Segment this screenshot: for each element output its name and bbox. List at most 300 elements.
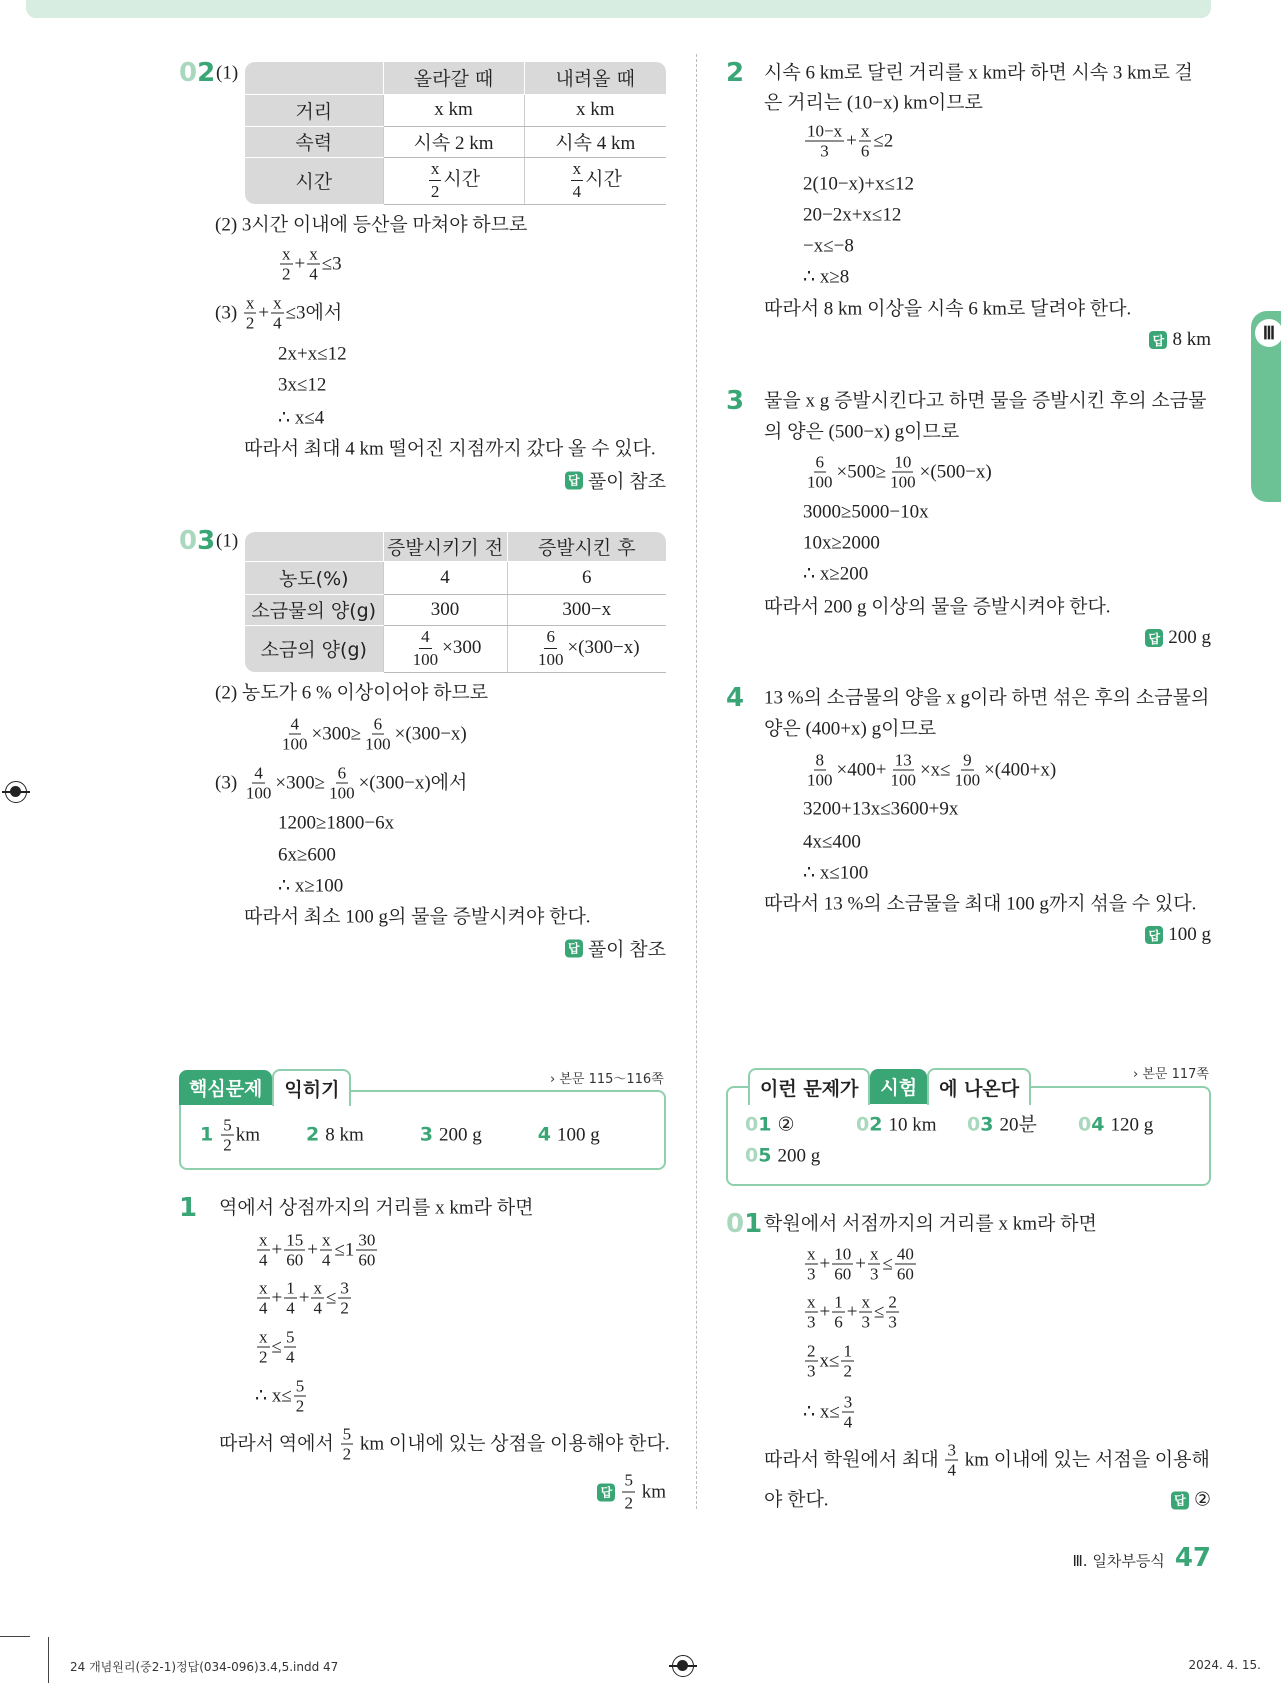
tab-white-label: 익히기 [272,1069,351,1106]
fraction [805,752,835,789]
fraction-numerator: x [282,244,291,264]
solution-line [803,206,901,225]
math-text: km [235,1124,261,1146]
table-cell [507,594,666,625]
fraction-numerator: 4 [290,714,299,734]
table-cell [507,625,666,672]
row-header: 농도(%) [245,561,383,594]
fraction-denominator: 100 [890,472,916,492]
math-text: ∴ x≥8 [803,266,850,288]
solution-line [764,1491,829,1510]
table-cell [383,625,507,672]
part-1-label: (1) [216,530,239,552]
math-text: 6 [582,566,592,588]
solution-line [764,1442,1210,1479]
fraction-numerator: 6 [337,763,347,783]
answer-badge-icon: 답 [1171,1491,1189,1509]
math-text: 10x≥2000 [803,532,880,554]
math-text: ×(500−x) [919,461,992,483]
fraction-numerator: x [429,159,442,181]
solution-line [764,94,983,113]
fraction-numerator: 5 [622,1471,635,1493]
solution-line [803,833,861,852]
math-text: + [855,1253,866,1275]
solution-line [803,454,992,491]
math-text: 시속 4 km [555,133,636,154]
math-text: x≤ [819,1350,840,1372]
fraction-numerator: 4 [254,763,263,783]
fraction-numerator: 8 [815,750,824,770]
answer [1149,329,1211,351]
math-text: ≤ [873,1301,885,1323]
answer [565,467,666,494]
fraction-denominator: 100 [807,770,833,790]
fraction [280,246,293,283]
fraction-numerator: 6 [544,627,557,649]
solution-line [278,814,394,833]
tab-label: 이런 문제가 [748,1068,870,1105]
fraction [307,246,320,283]
math-text: ≤3에서 [285,302,343,324]
fraction-numerator: x [807,1244,816,1264]
answer-value: 10 km [888,1114,937,1136]
math-text: + [298,1287,310,1309]
math-text: ×400+ [836,759,887,781]
fraction-numerator: x [860,121,870,141]
question-3-label: 3 [726,386,745,416]
answer-text: 8 km [1172,329,1211,350]
table-header: 증발시킨 후 [507,532,666,561]
part-1-label: (1) [216,62,239,84]
math-text: + [294,253,306,275]
math-text: ∴ x≥200 [803,563,869,585]
fraction-numerator: 1 [834,1292,843,1312]
fraction-denominator: 3 [869,1264,879,1284]
fraction-denominator: 60 [834,1264,852,1284]
fraction-denominator: 60 [358,1250,376,1270]
fraction-denominator: 100 [245,783,272,803]
row-header: 소금물의 양(g) [245,594,383,625]
solution-line [764,1215,1097,1234]
fraction [280,716,310,753]
answer-text: 풀이 참조 [587,471,666,493]
fraction-numerator: 4 [419,627,432,649]
answer-value: 20분 [999,1114,1037,1136]
math-text: 2x+x≤12 [278,343,347,365]
fraction [320,1232,333,1269]
fraction [311,1280,324,1317]
answer-number: 1 [200,1123,214,1146]
fraction-denominator: 2 [295,1396,305,1416]
solution-line [278,716,467,753]
fraction [888,454,918,491]
fraction [284,1329,297,1366]
math-text: + [819,1301,831,1323]
question-1-label: 1 [179,1193,198,1223]
fraction [859,1294,872,1331]
fraction [244,765,274,802]
fraction [411,627,441,670]
math-text: 시간 [585,168,622,190]
table-header: 올라갈 때 [383,62,524,94]
solution-line [244,440,656,459]
column-divider [696,54,697,1509]
fraction-denominator: 2 [282,264,291,284]
fraction-denominator: 2 [340,1298,349,1318]
fraction-numerator: 15 [286,1230,304,1250]
fraction [805,1343,818,1380]
crop-mark [48,1637,49,1683]
answer-badge-icon: 답 [1145,926,1163,944]
fraction-numerator: 2 [807,1341,816,1361]
fraction-denominator: 2 [342,1444,352,1464]
registration-mark-icon [672,1655,694,1677]
fraction [953,752,983,789]
math-text: ×(400+x) [984,759,1057,781]
table-header: 증발시키기 전 [383,532,507,561]
math-text: 야 한다. [764,1489,829,1511]
math-text: 의 양은 (500−x) g이므로 [764,421,960,443]
solution-line [278,345,347,364]
math-text: ×300≥ [275,772,326,794]
math-text: (3) [215,302,242,324]
fraction [832,1294,845,1331]
answer-badge-icon: 답 [565,939,583,957]
answer [597,1471,666,1514]
tab-green-label: 시험 [870,1069,927,1104]
fraction [805,1294,818,1331]
fraction-numerator: 5 [342,1424,352,1444]
solution-line [764,720,936,739]
math-text: 1200≥1800−6x [278,812,395,834]
answer-text: 200 g [1168,627,1211,648]
fraction [805,123,844,160]
chapter-side-tab [1251,311,1281,502]
math-text: 4 [440,566,450,588]
answer-number: 4 [537,1123,551,1146]
fraction-denominator: 2 [259,1347,268,1367]
math-text: 2(10−x)+x≤12 [803,173,915,195]
solution-line [803,864,868,883]
math-text: ≤3 [321,253,342,275]
fraction [257,1232,270,1269]
fraction [294,1378,307,1415]
fraction-numerator: x [807,1292,816,1312]
fraction [571,159,584,202]
fraction-numerator: 1 [286,1278,295,1298]
math-text: 따라서 13 %의 소금물을 최대 100 g까지 섞을 수 있다. [764,893,1197,915]
solution-line [255,1280,353,1317]
fraction-denominator: 4 [321,1250,331,1270]
answer-value [557,1126,600,1145]
fraction [895,1246,916,1283]
fraction-denominator: 3 [807,1312,816,1332]
fraction [888,752,918,789]
answer-text: ② [1193,1489,1211,1511]
fraction-numerator: 30 [358,1230,376,1250]
math-text: 13 %의 소금물의 양을 x g이라 하면 섞은 후의 소금물의 [764,687,1210,709]
exam-answer: 01 ② [745,1113,795,1136]
math-text: 시속 2 km [413,133,494,154]
answer [1171,1489,1211,1512]
fraction [221,1117,234,1154]
row-header: 시간 [245,157,383,204]
math-text: km 이내에 있는 상점을 이용해야 한다. [355,1433,670,1455]
fraction-numerator: 10 [834,1244,852,1264]
solution-line [219,1426,670,1463]
fraction-denominator: 100 [537,650,564,669]
fraction-denominator: 6 [860,141,870,161]
math-text: x km [434,99,473,120]
answer-value: ② [777,1114,795,1136]
math-text: (2) 3시간 이내에 등산을 마쳐야 하므로 [215,214,528,236]
tab-green-label: 핵심문제 [179,1070,272,1105]
fraction [356,1232,377,1269]
exam-problems-tab [748,1068,1031,1105]
math-text: ∴ x≤ [255,1385,292,1407]
solution-line [278,246,342,283]
table-cell [383,157,524,204]
math-text: 역에서 상점까지의 거리를 x km라 하면 [219,1197,534,1219]
fraction-numerator: x [869,1244,879,1264]
math-text: ×300 [442,636,482,658]
fraction-denominator: 2 [223,1135,232,1155]
solution-line [215,295,342,332]
crop-mark [0,1636,30,1637]
fraction-denominator: 100 [412,650,439,669]
fraction-numerator: 40 [896,1244,914,1264]
fraction-numerator: 10−x [807,121,843,141]
fraction-numerator: x [273,293,282,313]
solution-line [803,503,929,522]
fraction-denominator: 4 [313,1298,322,1318]
solution-line [803,1294,901,1331]
chapter-numeral: Ⅲ [1255,319,1283,347]
math-text: ∴ x≤ [803,1401,840,1423]
fraction-denominator: 3 [861,1312,870,1332]
fraction-denominator: 4 [947,1460,956,1480]
math-text: ×(300−x)에서 [358,772,468,794]
math-text: 100 g [557,1124,600,1146]
answer-badge-icon: 답 [1145,629,1163,647]
solution-line [803,175,914,194]
math-text: ≤ [271,1336,282,1358]
core-answers-row [200,1117,600,1154]
solution-line [278,376,326,395]
fraction [257,1329,270,1366]
chapter-title: Ⅲ. 일차부등식 [1072,1552,1165,1570]
fraction-denominator: 100 [365,734,391,754]
tab-label: 에 나온다 [927,1068,1031,1105]
fraction-denominator: 2 [430,182,440,201]
math-text: 시속 6 km로 달린 거리를 x km라 하면 시속 3 km로 걸 [764,62,1193,84]
math-text: ≤1 [334,1239,355,1261]
fraction-numerator: 3 [843,1392,853,1412]
math-text: ×500≥ [836,461,887,483]
fraction [622,1471,635,1514]
answer-value: 200 g [777,1145,821,1167]
table-cell [524,94,666,126]
math-text: 200 g [439,1124,482,1146]
fraction-denominator: 4 [843,1412,853,1432]
math-text: km [636,1481,666,1502]
math-text: 따라서 200 g 이상의 물을 증발시켜야 한다. [764,596,1111,618]
fraction [805,454,835,491]
math-text: 물을 x g 증발시킨다고 하면 물을 증발시킨 후의 소금물 [764,390,1207,412]
fraction [271,295,284,332]
question-4-label: 4 [726,683,745,713]
solution-line [803,1343,856,1380]
math-text: + [258,302,270,324]
solution-line [764,689,1209,708]
row-header: 소금의 양(g) [245,625,383,672]
fraction-denominator: 4 [259,1250,268,1270]
problem-02-label: 02 [179,58,216,88]
fraction-numerator: 10 [894,452,912,472]
solution-line [764,598,1111,617]
math-text: ×(300−x) [394,723,467,745]
fraction-denominator: 4 [286,1298,295,1318]
table-header [245,532,383,561]
solution-line [803,1394,856,1431]
fraction [284,1280,297,1317]
math-text: 시간 [443,168,481,190]
solution-line [764,392,1206,411]
solution-line [803,565,868,584]
fraction [842,1394,855,1431]
table-cell [383,594,507,625]
math-text: 따라서 학원에서 최대 [764,1449,944,1471]
problem-03-table [245,532,666,673]
fraction [805,1246,818,1283]
math-text: ×x≤ [919,759,951,781]
fraction-numerator: x [259,1278,268,1298]
top-color-bar [26,0,1211,18]
solution-line [764,423,959,442]
math-text: ×(300−x) [567,636,640,658]
math-text: ≤ [325,1287,337,1309]
fraction-numerator: 3 [340,1278,349,1298]
fraction-denominator: 6 [834,1312,843,1332]
math-text: 4x≤400 [803,831,861,853]
fraction-numerator: 6 [373,714,383,734]
math-text: 따라서 최대 4 km 떨어진 지점까지 갔다 올 수 있다. [244,438,656,460]
math-text: x km [575,99,615,120]
math-text: 300−x [562,598,612,620]
fraction-numerator: x [313,1278,322,1298]
table-cell [383,561,507,594]
fraction-denominator: 4 [259,1298,268,1318]
answer-text: 풀이 참조 [587,939,666,961]
answer-value [219,1117,260,1154]
math-text: 8 km [325,1124,364,1146]
problem-02-table [245,62,666,205]
page-footer [1072,1543,1211,1573]
math-text: ≤ [882,1253,893,1275]
fraction-denominator: 3 [820,141,829,161]
fraction [257,1280,270,1317]
fraction [363,716,393,753]
fraction-numerator: 1 [843,1341,852,1361]
fraction [868,1246,881,1283]
table-header [245,62,383,94]
solution-line [764,64,1193,83]
solution-line [803,1246,918,1283]
math-text: 3200+13x≤3600+9x [803,798,959,820]
table-cell [507,561,666,594]
math-text: ∴ x≤100 [803,862,869,884]
row-header: 속력 [245,126,383,157]
math-text: 20−2x+x≤12 [803,204,902,226]
solution-line [764,895,1196,914]
solution-line [278,877,343,896]
fraction-denominator: 60 [286,1250,304,1270]
solution-line [764,300,1131,319]
solution-line [803,752,1056,789]
fraction [338,1280,351,1317]
problem-03-label: 03 [179,526,216,556]
fraction-denominator: 100 [954,770,981,790]
fraction-numerator: 6 [815,452,824,472]
fraction-denominator: 100 [329,783,355,803]
exam-answer: 04 120 g [1078,1113,1154,1136]
fraction-numerator: x [259,1230,268,1250]
answer-badge-icon: 답 [1149,331,1167,349]
exam-answer: 03 20분 [967,1113,1037,1136]
fraction-numerator: x [245,293,255,313]
answer-text: 100 g [1168,924,1211,945]
fraction [859,123,872,160]
fraction-numerator: x [861,1292,870,1312]
math-text: 은 거리는 (10−x) km이므로 [764,92,983,114]
print-date: 2024. 4. 15. [1188,1658,1261,1672]
exam-answer: 05 200 g [745,1144,821,1167]
fraction-denominator: 100 [282,734,308,754]
registration-mark-icon [5,781,27,803]
math-text: 따라서 8 km 이상을 시속 6 km로 달려야 한다. [764,298,1132,320]
solution-line [215,216,527,235]
solution-line [278,409,324,428]
fraction [341,1426,354,1463]
core-problems-tab [179,1069,351,1106]
answer [1145,924,1211,946]
fraction-numerator: 5 [295,1376,305,1396]
fraction-denominator: 100 [807,472,833,492]
math-text: + [271,1239,283,1261]
fraction [536,627,566,670]
solution-line [803,123,893,160]
fraction [945,1442,958,1479]
fraction-numerator: x [321,1230,331,1250]
page-number: 47 [1174,1543,1211,1573]
math-text: 따라서 최소 100 g의 물을 증발시켜야 한다. [244,906,591,928]
solution-line [803,534,880,553]
answer-text [620,1471,666,1514]
solution-line [255,1378,308,1415]
fraction [886,1294,899,1331]
math-text: km 이내에 있는 서점을 이용해 [959,1449,1210,1471]
answer [565,935,666,962]
fraction-denominator: 3 [888,1312,897,1332]
table-cell [383,94,524,126]
fraction-numerator: x [259,1327,268,1347]
fraction-numerator: 9 [963,750,972,770]
fraction [327,765,357,802]
fraction-denominator: 60 [896,1264,914,1284]
table-header: 내려올 때 [524,62,666,94]
math-text: ×300≥ [311,723,362,745]
fraction-numerator: 5 [223,1115,232,1135]
